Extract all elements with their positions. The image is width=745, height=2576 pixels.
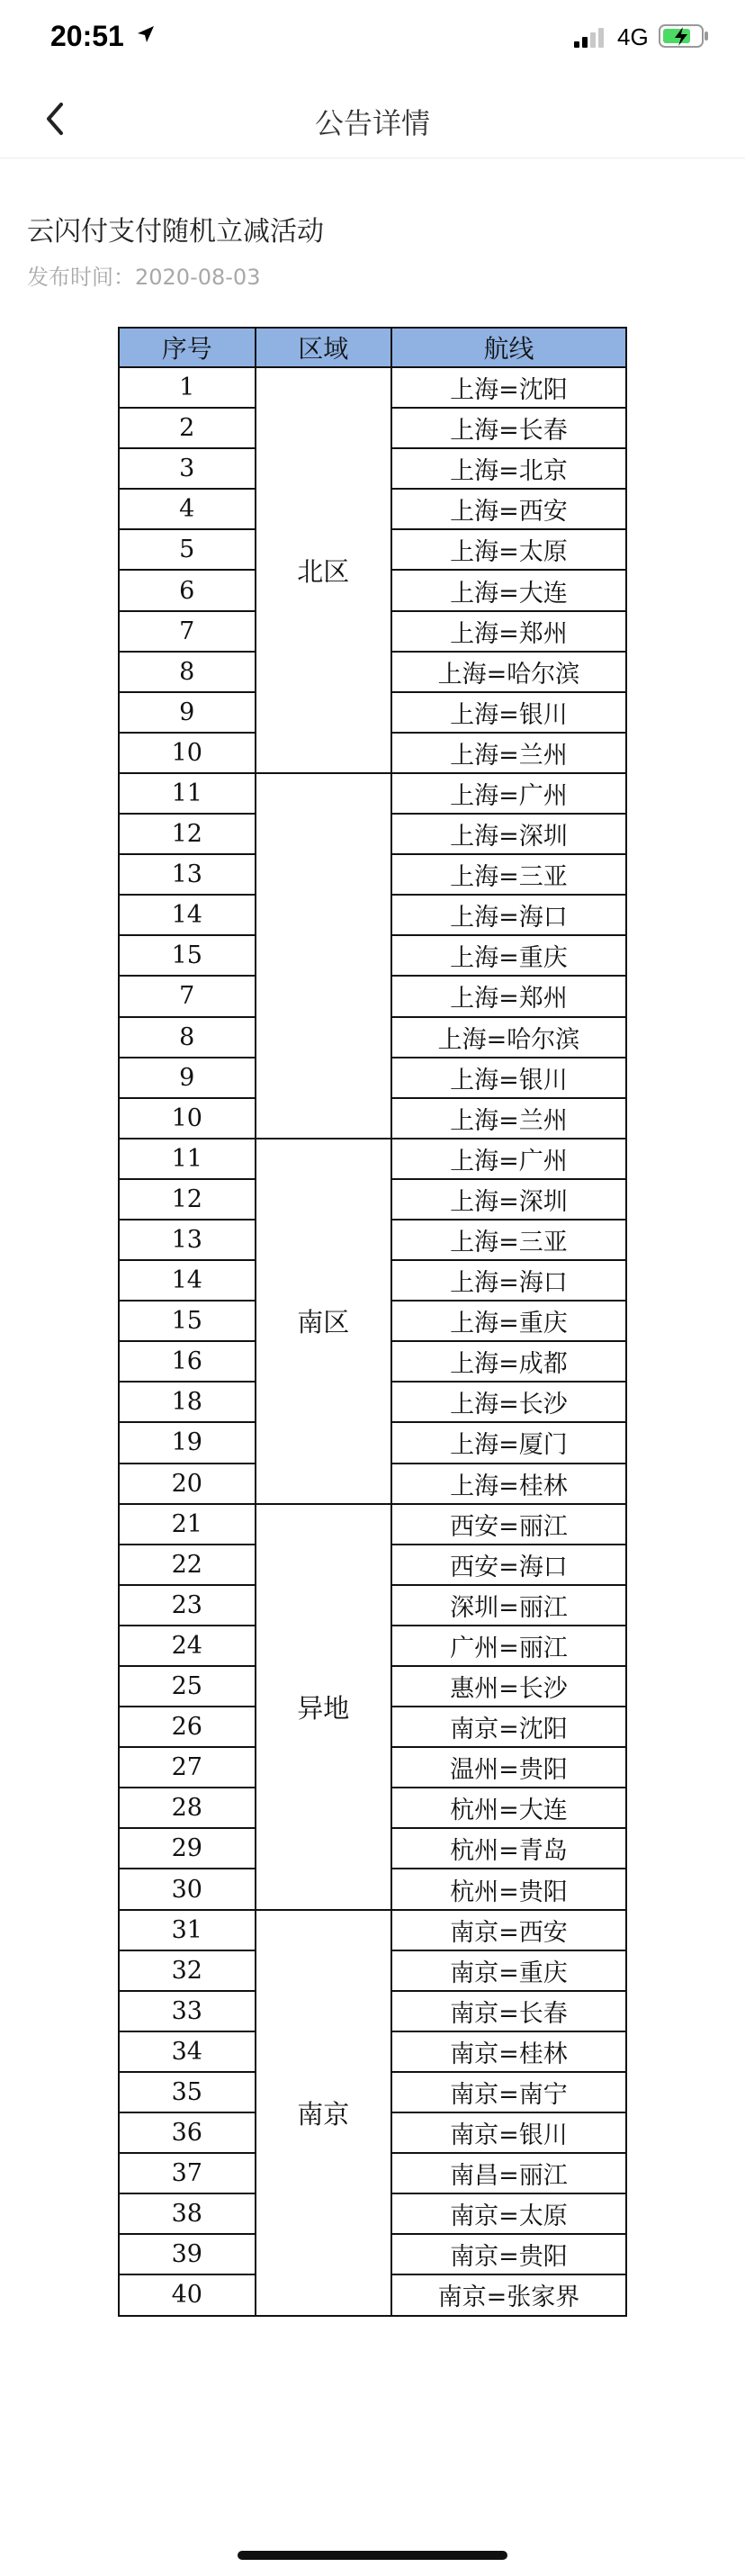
route-cell: 上海=成都 xyxy=(391,1341,626,1382)
row-index: 7 xyxy=(119,611,256,652)
row-index: 8 xyxy=(119,1017,256,1058)
row-index: 34 xyxy=(119,2031,256,2072)
route-cell: 上海=重庆 xyxy=(391,935,626,976)
row-index: 14 xyxy=(119,895,256,935)
battery-charging-icon xyxy=(659,23,709,49)
row-index: 32 xyxy=(119,1950,256,1991)
route-cell: 南京=太原 xyxy=(391,2193,626,2234)
table-row xyxy=(119,1910,626,1950)
route-cell: 上海=广州 xyxy=(391,773,626,814)
row-index: 24 xyxy=(119,1626,256,1666)
row-index: 6 xyxy=(119,570,256,610)
region-cell: 南区 xyxy=(256,1139,391,1504)
table-row xyxy=(119,1139,626,1179)
route-cell: 南京=桂林 xyxy=(391,2031,626,2072)
route-cell: 上海=郑州 xyxy=(391,976,626,1016)
route-cell: 上海=银川 xyxy=(391,1058,626,1098)
row-index: 2 xyxy=(119,408,256,448)
row-index: 7 xyxy=(119,976,256,1016)
row-index: 8 xyxy=(119,652,256,692)
route-cell: 温州=贵阳 xyxy=(391,1747,626,1788)
row-index: 13 xyxy=(119,854,256,895)
row-index: 39 xyxy=(119,2234,256,2274)
publish-date: 发布时间：2020-08-03 xyxy=(27,265,261,290)
route-cell: 广州=丽江 xyxy=(391,1626,626,1666)
route-cell: 南京=贵阳 xyxy=(391,2234,626,2274)
row-index: 10 xyxy=(119,733,256,773)
header-route: 航线 xyxy=(391,328,626,367)
article-title: 云闪付支付随机立减活动 xyxy=(27,216,324,248)
route-cell: 上海=长沙 xyxy=(391,1382,626,1422)
route-cell: 南京=西安 xyxy=(391,1910,626,1950)
row-index: 29 xyxy=(119,1828,256,1869)
row-index: 30 xyxy=(119,1869,256,1909)
row-index: 28 xyxy=(119,1788,256,1828)
row-index: 15 xyxy=(119,1301,256,1341)
region-cell: 北区 xyxy=(256,367,391,773)
row-index: 33 xyxy=(119,1991,256,2031)
row-index: 16 xyxy=(119,1341,256,1382)
row-index: 13 xyxy=(119,1220,256,1260)
route-cell: 上海=重庆 xyxy=(391,1301,626,1341)
row-index: 25 xyxy=(119,1666,256,1707)
home-indicator xyxy=(238,2551,507,2560)
route-cell: 上海=厦门 xyxy=(391,1422,626,1463)
route-cell: 西安=海口 xyxy=(391,1545,626,1585)
route-cell: 南昌=丽江 xyxy=(391,2153,626,2193)
row-index: 11 xyxy=(119,1139,256,1179)
route-cell: 上海=哈尔滨 xyxy=(391,1017,626,1058)
route-cell: 上海=西安 xyxy=(391,489,626,529)
row-index: 4 xyxy=(119,489,256,529)
region-cell: 南京 xyxy=(256,1910,391,2316)
nav-bar xyxy=(0,79,745,158)
row-index: 31 xyxy=(119,1910,256,1950)
header-region: 区域 xyxy=(256,328,391,367)
row-index: 23 xyxy=(119,1585,256,1626)
row-index: 9 xyxy=(119,1058,256,1098)
row-index: 37 xyxy=(119,2153,256,2193)
row-index: 36 xyxy=(119,2112,256,2153)
region-cell xyxy=(256,773,391,1139)
row-index: 3 xyxy=(119,448,256,489)
row-index: 11 xyxy=(119,773,256,814)
route-cell: 上海=海口 xyxy=(391,895,626,935)
route-cell: 上海=三亚 xyxy=(391,1220,626,1260)
route-cell: 南京=银川 xyxy=(391,2112,626,2153)
route-cell: 西安=丽江 xyxy=(391,1504,626,1545)
route-cell: 上海=广州 xyxy=(391,1139,626,1179)
route-cell: 深圳=丽江 xyxy=(391,1585,626,1626)
routes-table xyxy=(118,327,627,2317)
route-cell: 南京=沈阳 xyxy=(391,1707,626,1747)
row-index: 35 xyxy=(119,2072,256,2112)
row-index: 40 xyxy=(119,2274,256,2315)
row-index: 12 xyxy=(119,1179,256,1220)
table-row xyxy=(119,367,626,408)
route-cell: 南京=重庆 xyxy=(391,1950,626,1991)
row-index: 14 xyxy=(119,1260,256,1301)
route-cell: 上海=深圳 xyxy=(391,1179,626,1220)
route-cell: 上海=兰州 xyxy=(391,733,626,773)
table-header-row xyxy=(119,328,626,367)
route-cell: 上海=沈阳 xyxy=(391,367,626,408)
route-cell: 南京=南宁 xyxy=(391,2072,626,2112)
route-cell: 上海=郑州 xyxy=(391,611,626,652)
route-cell: 上海=深圳 xyxy=(391,814,626,854)
route-cell: 上海=兰州 xyxy=(391,1098,626,1139)
table-row xyxy=(119,1504,626,1545)
row-index: 21 xyxy=(119,1504,256,1545)
route-cell: 杭州=青岛 xyxy=(391,1828,626,1869)
status-time: 20:51 xyxy=(50,20,124,52)
row-index: 10 xyxy=(119,1098,256,1139)
row-index: 15 xyxy=(119,935,256,976)
row-index: 18 xyxy=(119,1382,256,1422)
route-cell: 上海=桂林 xyxy=(391,1464,626,1504)
header-index: 序号 xyxy=(119,328,256,367)
row-index: 5 xyxy=(119,529,256,570)
route-cell: 上海=长春 xyxy=(391,408,626,448)
signal-icon xyxy=(572,27,608,49)
status-bar xyxy=(0,0,745,79)
route-cell: 上海=三亚 xyxy=(391,854,626,895)
route-cell: 惠州=长沙 xyxy=(391,1666,626,1707)
route-cell: 上海=哈尔滨 xyxy=(391,652,626,692)
row-index: 19 xyxy=(119,1422,256,1463)
row-index: 20 xyxy=(119,1464,256,1504)
row-index: 38 xyxy=(119,2193,256,2234)
region-cell: 异地 xyxy=(256,1504,391,1910)
table-row xyxy=(119,773,626,814)
row-index: 9 xyxy=(119,692,256,733)
network-type: 4G xyxy=(617,23,649,50)
route-cell: 上海=北京 xyxy=(391,448,626,489)
route-cell: 上海=银川 xyxy=(391,692,626,733)
row-index: 22 xyxy=(119,1545,256,1585)
row-index: 26 xyxy=(119,1707,256,1747)
route-cell: 南京=长春 xyxy=(391,1991,626,2031)
route-cell: 南京=张家界 xyxy=(391,2274,626,2315)
row-index: 27 xyxy=(119,1747,256,1788)
route-cell: 杭州=贵阳 xyxy=(391,1869,626,1909)
route-cell: 上海=太原 xyxy=(391,529,626,570)
route-cell: 上海=大连 xyxy=(391,570,626,610)
route-cell: 杭州=大连 xyxy=(391,1788,626,1828)
row-index: 1 xyxy=(119,367,256,408)
location-arrow-icon xyxy=(135,23,157,45)
page-title: 公告详情 xyxy=(314,106,430,140)
route-cell: 上海=海口 xyxy=(391,1260,626,1301)
row-index: 12 xyxy=(119,814,256,854)
